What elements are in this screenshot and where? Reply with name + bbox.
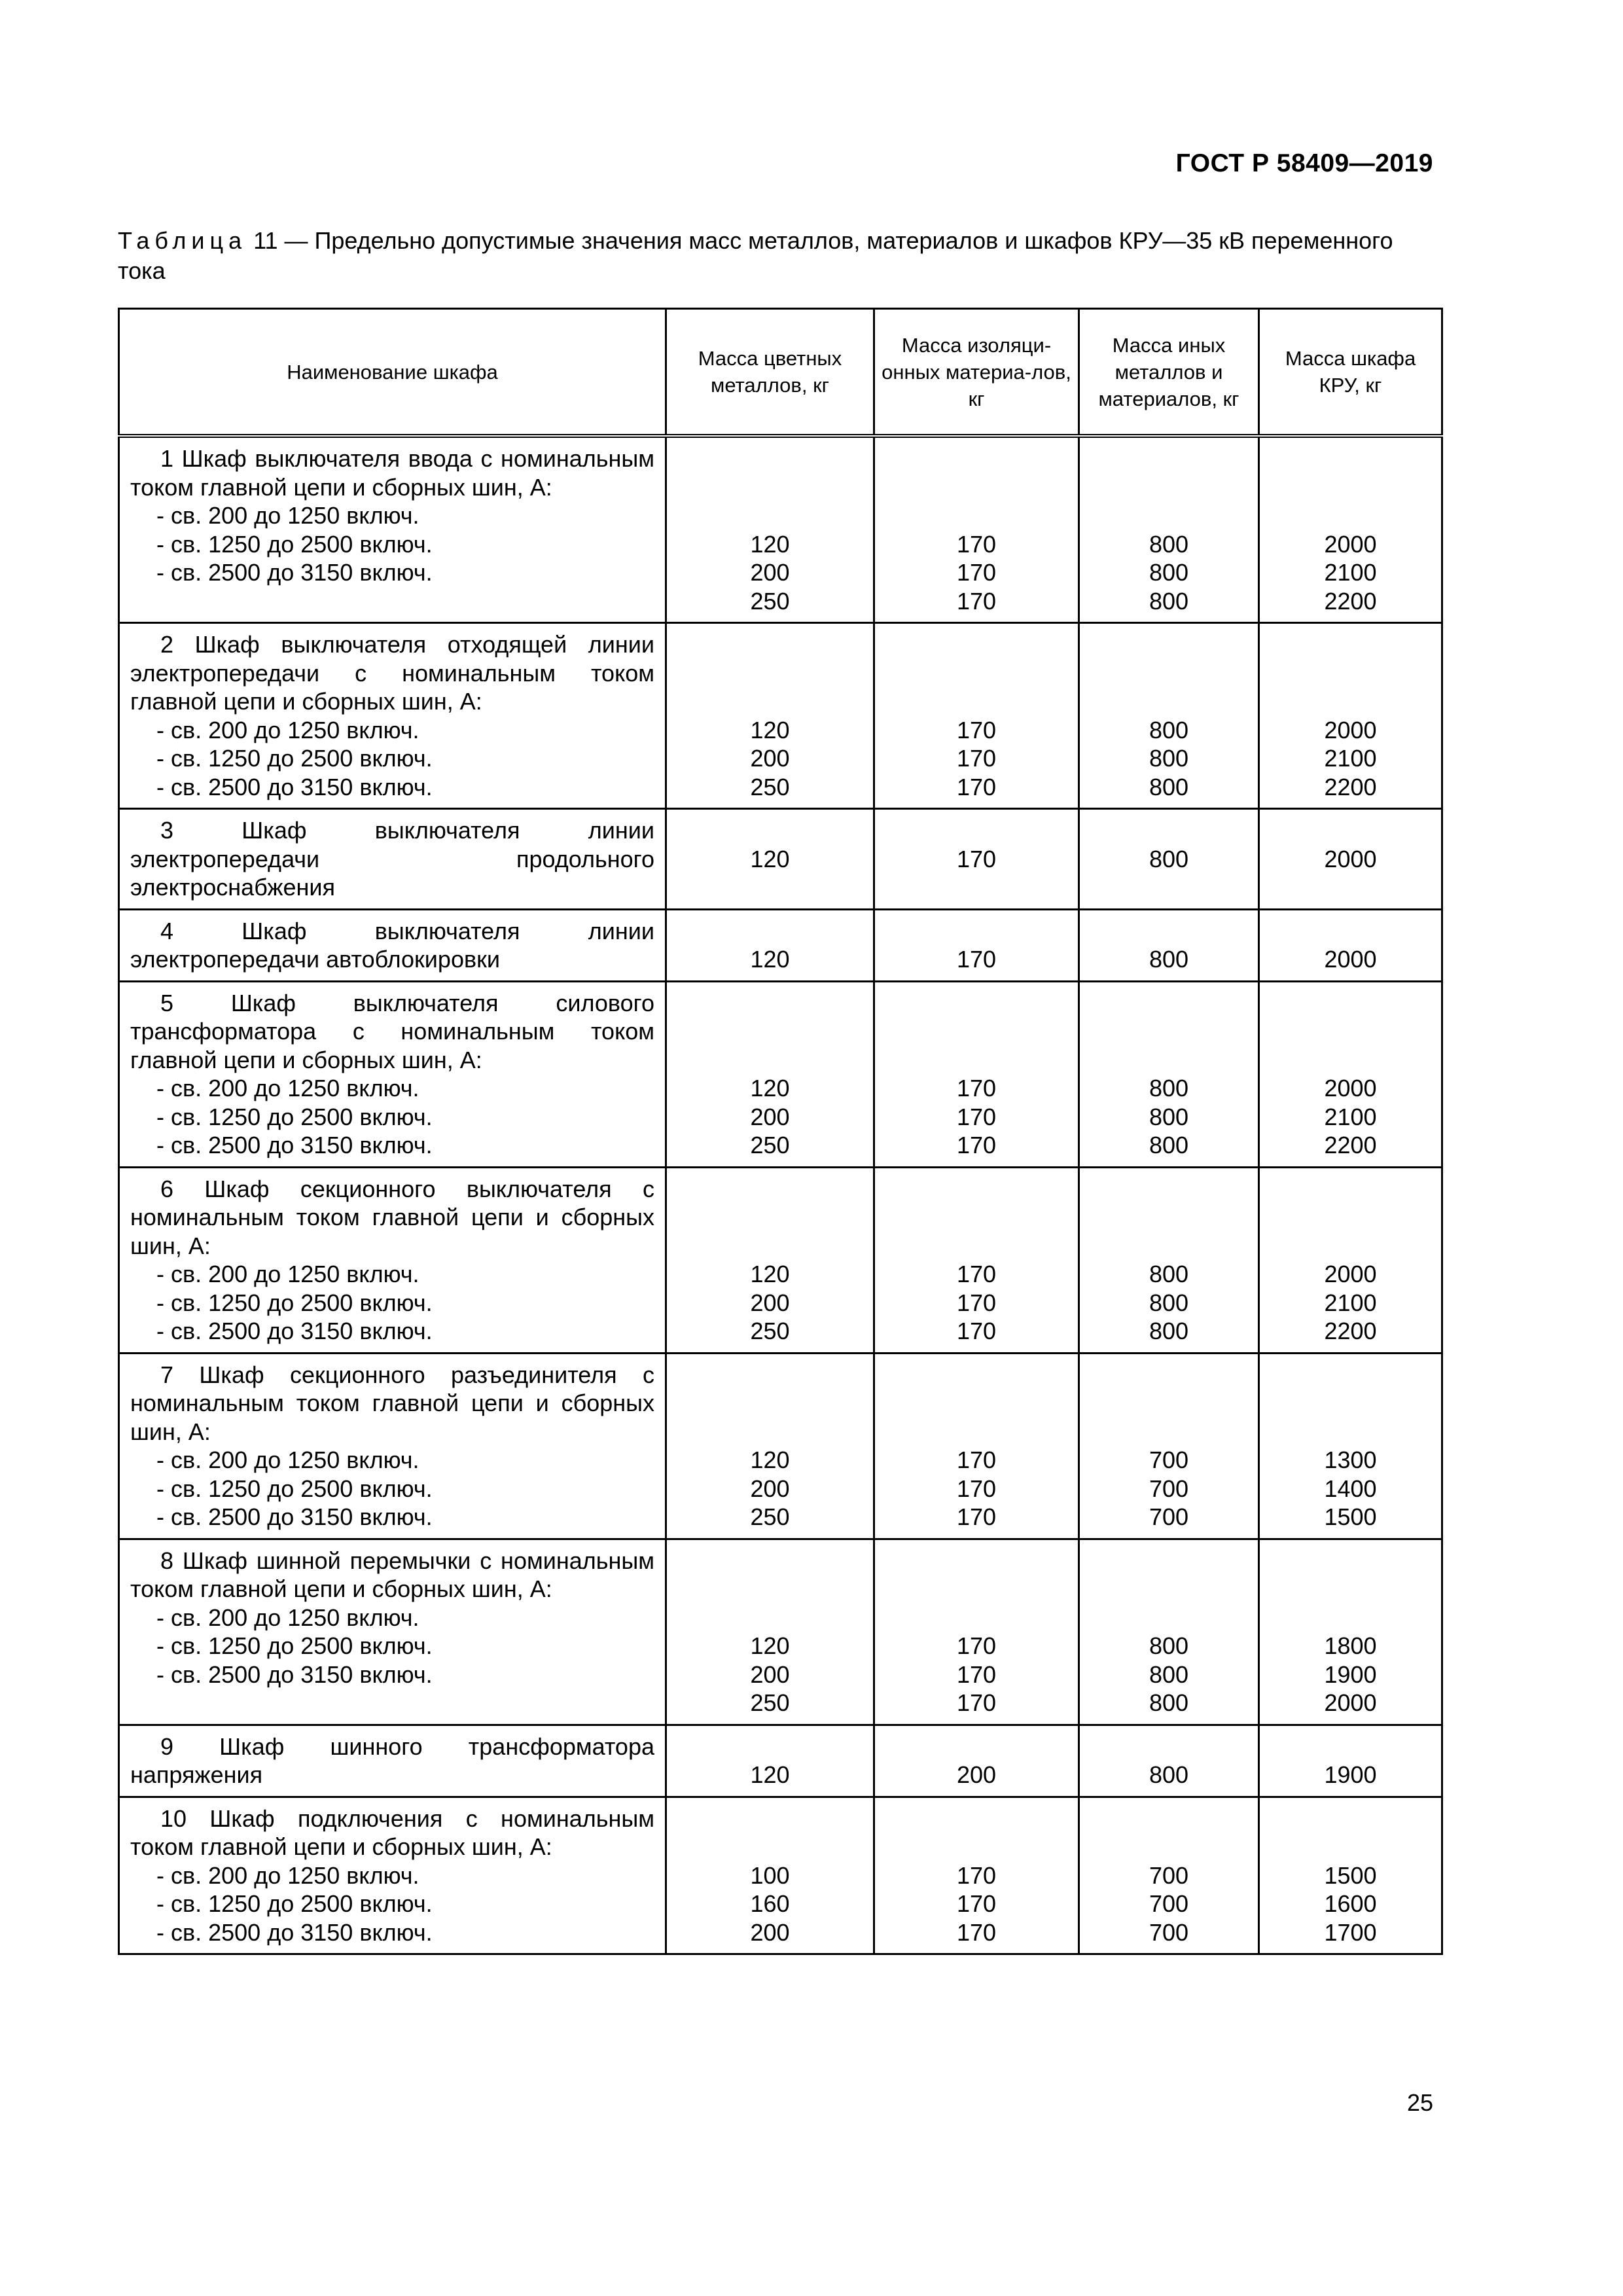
mass-value: 700 xyxy=(1149,1890,1189,1917)
insulation-mass-cell xyxy=(874,436,1079,623)
cell-spacer xyxy=(1262,816,1438,845)
cabinet-name-cell xyxy=(119,623,666,809)
mass-value: 100 xyxy=(750,1861,790,1889)
header-cabinet-name: Наименование шкафа xyxy=(119,309,666,437)
nonferrous-mass-cell xyxy=(666,909,874,981)
current-range: - св. 200 до 1250 включ. xyxy=(156,1861,419,1889)
mass-value: 170 xyxy=(956,530,997,558)
cell-spacer xyxy=(1262,1175,1438,1261)
cabinet-mass-cell xyxy=(1259,809,1442,910)
current-range: - св. 200 до 1250 включ. xyxy=(156,716,419,744)
cell-spacer xyxy=(1082,630,1255,716)
nonferrous-mass-cell xyxy=(666,1725,874,1797)
mass-value: 120 xyxy=(750,1261,790,1287)
cabinet-name-cell xyxy=(119,909,666,981)
mass-value: 800 xyxy=(1149,1261,1189,1287)
current-range: - св. 1250 до 2500 включ. xyxy=(156,1890,433,1917)
mass-value: 800 xyxy=(1149,559,1189,586)
mass-value: 160 xyxy=(750,1890,790,1917)
header-cabinet-mass: Масса шкафа КРУ, кг xyxy=(1259,309,1442,437)
insulation-mass-cell xyxy=(874,623,1079,809)
mass-value: 170 xyxy=(956,1503,997,1530)
mass-value: 200 xyxy=(750,745,790,772)
cabinet-name: 10 Шкаф подключения с номинальным током главной цепи и сборных шин, А: xyxy=(130,1804,654,1860)
cabinet-mass-cell xyxy=(1259,1167,1442,1353)
mass-value: 250 xyxy=(750,773,790,800)
nonferrous-mass-cell xyxy=(666,623,874,809)
cabinet-name: 7 Шкаф секционного разъединителя с номинальным током главной цепи и сборных шин, А: xyxy=(130,1361,654,1445)
table-row xyxy=(119,1353,1442,1539)
mass-value: 170 xyxy=(956,745,997,772)
current-range: - св. 200 до 1250 включ. xyxy=(156,1261,419,1287)
cell-spacer xyxy=(878,1804,1075,1861)
mass-value: 170 xyxy=(956,1446,997,1473)
mass-value: 800 xyxy=(1149,773,1189,800)
header-insulation-mass: Масса изоляци-онных материа-лов, кг xyxy=(874,309,1079,437)
insulation-mass-cell xyxy=(874,909,1079,981)
mass-value: 1300 xyxy=(1324,1446,1377,1473)
current-range: - св. 2500 до 3150 включ. xyxy=(156,1503,433,1530)
table-row xyxy=(119,809,1442,910)
cabinet-name-cell xyxy=(119,1167,666,1353)
mass-value: 120 xyxy=(750,1632,790,1659)
cabinet-name-cell xyxy=(119,809,666,910)
table-row xyxy=(119,1725,1442,1797)
mass-value: 1900 xyxy=(1324,1761,1377,1788)
current-range: - св. 2500 до 3150 включ. xyxy=(156,1132,433,1158)
insulation-mass-cell xyxy=(874,1539,1079,1725)
cell-spacer xyxy=(1082,989,1255,1075)
cabinet-mass-cell xyxy=(1259,1539,1442,1725)
mass-value: 170 xyxy=(956,1890,997,1917)
cell-spacer xyxy=(669,1361,870,1446)
current-range: - св. 1250 до 2500 включ. xyxy=(156,530,433,558)
nonferrous-mass-cell xyxy=(666,981,874,1167)
cell-spacer xyxy=(1262,630,1438,716)
table-row xyxy=(119,436,1442,623)
mass-value: 1600 xyxy=(1324,1890,1377,1917)
other-mass-cell xyxy=(1079,623,1259,809)
mass-value: 170 xyxy=(956,1475,997,1502)
header-nonferrous-mass: Масса цветных металлов, кг xyxy=(666,309,874,437)
table-caption-label: Таблица xyxy=(118,227,247,254)
mass-value: 2200 xyxy=(1324,773,1377,800)
mass-value: 800 xyxy=(1149,1132,1189,1158)
mass-value: 800 xyxy=(1149,1318,1189,1344)
current-range: - св. 200 до 1250 включ. xyxy=(156,1604,419,1631)
mass-value: 170 xyxy=(956,1103,997,1130)
mass-value: 120 xyxy=(750,530,790,558)
current-range: - св. 200 до 1250 включ. xyxy=(156,1446,419,1473)
current-range: - св. 1250 до 2500 включ. xyxy=(156,1103,433,1130)
other-mass-cell xyxy=(1079,436,1259,623)
mass-value: 2000 xyxy=(1324,1689,1377,1716)
cell-spacer xyxy=(669,1547,870,1632)
cell-spacer xyxy=(878,917,1075,946)
cell-spacer xyxy=(1082,917,1255,946)
table-row xyxy=(119,623,1442,809)
mass-value: 170 xyxy=(956,1660,997,1688)
mass-limits-table xyxy=(118,308,1443,1955)
cell-spacer xyxy=(1082,1804,1255,1861)
cell-spacer xyxy=(878,444,1075,530)
cabinet-mass-cell xyxy=(1259,981,1442,1167)
mass-value: 700 xyxy=(1149,1475,1189,1502)
mass-value: 2200 xyxy=(1324,1132,1377,1158)
cell-spacer xyxy=(878,1361,1075,1446)
cell-spacer xyxy=(1262,1804,1438,1861)
page-number: 25 xyxy=(1406,2089,1433,2116)
cabinet-mass-cell xyxy=(1259,1797,1442,1954)
nonferrous-mass-cell xyxy=(666,1797,874,1954)
current-range: - св. 2500 до 3150 включ. xyxy=(156,773,433,800)
table-row xyxy=(119,1539,1442,1725)
mass-value: 800 xyxy=(1149,745,1189,772)
cell-spacer xyxy=(1082,1547,1255,1632)
mass-value: 700 xyxy=(1149,1918,1189,1946)
mass-value: 800 xyxy=(1149,1075,1189,1102)
mass-value: 250 xyxy=(750,1503,790,1530)
mass-value: 1400 xyxy=(1324,1475,1377,1502)
cabinet-name: 3 Шкаф выключателя линии электропередачи продольного электроснабжения xyxy=(130,817,654,901)
cabinet-name-cell xyxy=(119,981,666,1167)
current-range: - св. 2500 до 3150 включ. xyxy=(156,1918,433,1946)
mass-value: 800 xyxy=(1149,1103,1189,1130)
mass-value: 800 xyxy=(1149,716,1189,744)
mass-value: 250 xyxy=(750,587,790,615)
mass-value: 700 xyxy=(1149,1446,1189,1473)
insulation-mass-cell xyxy=(874,981,1079,1167)
mass-value: 170 xyxy=(956,1075,997,1102)
nonferrous-mass-cell xyxy=(666,1167,874,1353)
mass-value: 800 xyxy=(1149,1289,1189,1316)
mass-value: 120 xyxy=(750,1761,790,1788)
insulation-mass-cell xyxy=(874,1797,1079,1954)
mass-value: 2200 xyxy=(1324,587,1377,615)
cell-spacer xyxy=(1262,917,1438,946)
mass-value: 2000 xyxy=(1324,716,1377,744)
mass-value: 120 xyxy=(750,1075,790,1102)
mass-value: 2000 xyxy=(1324,946,1377,973)
mass-value: 2000 xyxy=(1324,845,1377,872)
mass-value: 250 xyxy=(750,1318,790,1344)
mass-value: 200 xyxy=(750,1660,790,1688)
mass-value: 2100 xyxy=(1324,745,1377,772)
cabinet-mass-cell xyxy=(1259,623,1442,809)
mass-value: 200 xyxy=(750,559,790,586)
cabinet-mass-cell xyxy=(1259,1353,1442,1539)
mass-value: 800 xyxy=(1149,530,1189,558)
current-range: - св. 2500 до 3150 включ. xyxy=(156,1318,433,1344)
cell-spacer xyxy=(669,917,870,946)
mass-value: 1800 xyxy=(1324,1632,1377,1659)
table-row xyxy=(119,1167,1442,1353)
other-mass-cell xyxy=(1079,1167,1259,1353)
insulation-mass-cell xyxy=(874,1353,1079,1539)
cell-spacer xyxy=(1082,816,1255,845)
mass-value: 2000 xyxy=(1324,1261,1377,1287)
other-mass-cell xyxy=(1079,1353,1259,1539)
cell-spacer xyxy=(878,989,1075,1075)
other-mass-cell xyxy=(1079,981,1259,1167)
mass-value: 2100 xyxy=(1324,1103,1377,1130)
cabinet-name-cell xyxy=(119,1539,666,1725)
cell-spacer xyxy=(878,1175,1075,1261)
cell-spacer xyxy=(669,444,870,530)
cell-spacer xyxy=(1262,989,1438,1075)
table-header-row xyxy=(119,309,1442,437)
cell-spacer xyxy=(1262,1547,1438,1632)
mass-value: 800 xyxy=(1149,1689,1189,1716)
mass-value: 2000 xyxy=(1324,530,1377,558)
cabinet-mass-cell xyxy=(1259,436,1442,623)
current-range: - св. 1250 до 2500 включ. xyxy=(156,1289,433,1316)
insulation-mass-cell xyxy=(874,1725,1079,1797)
mass-value: 170 xyxy=(956,1632,997,1659)
table-row xyxy=(119,1797,1442,1954)
mass-value: 170 xyxy=(956,559,997,586)
mass-value: 200 xyxy=(750,1289,790,1316)
mass-value: 1500 xyxy=(1324,1503,1377,1530)
mass-value: 170 xyxy=(956,946,997,973)
current-range: - св. 2500 до 3150 включ. xyxy=(156,559,433,586)
cell-spacer xyxy=(669,816,870,845)
cell-spacer xyxy=(669,989,870,1075)
current-range: - св. 200 до 1250 включ. xyxy=(156,1075,419,1102)
other-mass-cell xyxy=(1079,809,1259,910)
mass-value: 800 xyxy=(1149,946,1189,973)
mass-value: 170 xyxy=(956,1132,997,1158)
other-mass-cell xyxy=(1079,1725,1259,1797)
table-caption xyxy=(118,226,1436,286)
current-range: - св. 1250 до 2500 включ. xyxy=(156,1475,433,1502)
mass-value: 120 xyxy=(750,716,790,744)
cabinet-name: 1 Шкаф выключателя ввода с номинальным током главной цепи и сборных шин, А: xyxy=(130,445,654,501)
cell-spacer xyxy=(878,630,1075,716)
mass-value: 200 xyxy=(956,1761,997,1788)
cabinet-name-cell xyxy=(119,1725,666,1797)
mass-value: 800 xyxy=(1149,1632,1189,1659)
mass-value: 170 xyxy=(956,1318,997,1344)
cell-spacer xyxy=(878,816,1075,845)
cell-spacer xyxy=(878,1732,1075,1761)
cell-spacer xyxy=(1262,444,1438,530)
current-range: - св. 2500 до 3150 включ. xyxy=(156,1660,433,1688)
cabinet-mass-cell xyxy=(1259,1725,1442,1797)
mass-value: 170 xyxy=(956,587,997,615)
cabinet-name: 6 Шкаф секционного выключателя с номинальным током главной цепи и сборных шин, А: xyxy=(130,1175,654,1259)
mass-value: 800 xyxy=(1149,1761,1189,1788)
mass-value: 250 xyxy=(750,1132,790,1158)
header-other-mass: Масса иных металлов и материалов, кг xyxy=(1079,309,1259,437)
nonferrous-mass-cell xyxy=(666,1539,874,1725)
mass-value: 120 xyxy=(750,946,790,973)
mass-value: 250 xyxy=(750,1689,790,1716)
cabinet-name: 9 Шкаф шинного трансформатора напряжения xyxy=(130,1732,654,1788)
mass-value: 200 xyxy=(750,1103,790,1130)
cabinet-name-cell xyxy=(119,1353,666,1539)
mass-value: 700 xyxy=(1149,1503,1189,1530)
mass-value: 170 xyxy=(956,1261,997,1287)
mass-value: 1700 xyxy=(1324,1918,1377,1946)
cell-spacer xyxy=(1262,1732,1438,1761)
table-caption-text: 11 — Предельно допустимые значения масс металлов, материалов и шкафов КРУ—35 кВ переменного тока xyxy=(118,227,1393,284)
cell-spacer xyxy=(1082,1361,1255,1446)
mass-value: 2100 xyxy=(1324,559,1377,586)
cell-spacer xyxy=(669,1732,870,1761)
mass-value: 2100 xyxy=(1324,1289,1377,1316)
cell-spacer xyxy=(1082,1732,1255,1761)
mass-value: 120 xyxy=(750,845,790,872)
cabinet-name: 4 Шкаф выключателя линии электропередачи автоблокировки xyxy=(130,917,654,973)
table-row xyxy=(119,981,1442,1167)
mass-value: 2200 xyxy=(1324,1318,1377,1344)
mass-value: 170 xyxy=(956,1918,997,1946)
cabinet-name: 2 Шкаф выключателя отходящей линии электропередачи с номинальным током главной цепи и сборных шин, А: xyxy=(130,631,654,715)
mass-value: 800 xyxy=(1149,587,1189,615)
mass-value: 120 xyxy=(750,1446,790,1473)
mass-value: 1500 xyxy=(1324,1861,1377,1889)
cabinet-name-cell xyxy=(119,1797,666,1954)
insulation-mass-cell xyxy=(874,1167,1079,1353)
mass-value: 170 xyxy=(956,1289,997,1316)
mass-value: 170 xyxy=(956,1689,997,1716)
mass-value: 800 xyxy=(1149,1660,1189,1688)
document-code: ГОСТ Р 58409—2019 xyxy=(1175,149,1433,177)
current-range: - св. 200 до 1250 включ. xyxy=(156,502,419,529)
current-range: - св. 1250 до 2500 включ. xyxy=(156,1632,433,1659)
mass-value: 200 xyxy=(750,1475,790,1502)
current-range: - св. 1250 до 2500 включ. xyxy=(156,745,433,772)
table-row xyxy=(119,909,1442,981)
mass-value: 170 xyxy=(956,773,997,800)
mass-value: 170 xyxy=(956,845,997,872)
other-mass-cell xyxy=(1079,1797,1259,1954)
cell-spacer xyxy=(1262,1361,1438,1446)
other-mass-cell xyxy=(1079,1539,1259,1725)
mass-value: 700 xyxy=(1149,1861,1189,1889)
cabinet-name: 5 Шкаф выключателя силового трансформатора с номинальным током главной цепи и сборных шин, А: xyxy=(130,989,654,1073)
cabinet-mass-cell xyxy=(1259,909,1442,981)
cell-spacer xyxy=(878,1547,1075,1632)
insulation-mass-cell xyxy=(874,809,1079,910)
cabinet-name-cell xyxy=(119,436,666,623)
mass-value: 200 xyxy=(750,1918,790,1946)
cell-spacer xyxy=(669,630,870,716)
cabinet-name: 8 Шкаф шинной перемычки с номинальным током главной цепи и сборных шин, А: xyxy=(130,1547,654,1602)
cell-spacer xyxy=(669,1175,870,1261)
nonferrous-mass-cell xyxy=(666,1353,874,1539)
nonferrous-mass-cell xyxy=(666,436,874,623)
mass-value: 170 xyxy=(956,716,997,744)
cell-spacer xyxy=(1082,1175,1255,1261)
mass-value: 800 xyxy=(1149,845,1189,872)
nonferrous-mass-cell xyxy=(666,809,874,910)
mass-value: 170 xyxy=(956,1861,997,1889)
mass-value: 1900 xyxy=(1324,1660,1377,1688)
cell-spacer xyxy=(669,1804,870,1861)
other-mass-cell xyxy=(1079,909,1259,981)
cell-spacer xyxy=(1082,444,1255,530)
mass-value: 2000 xyxy=(1324,1075,1377,1102)
